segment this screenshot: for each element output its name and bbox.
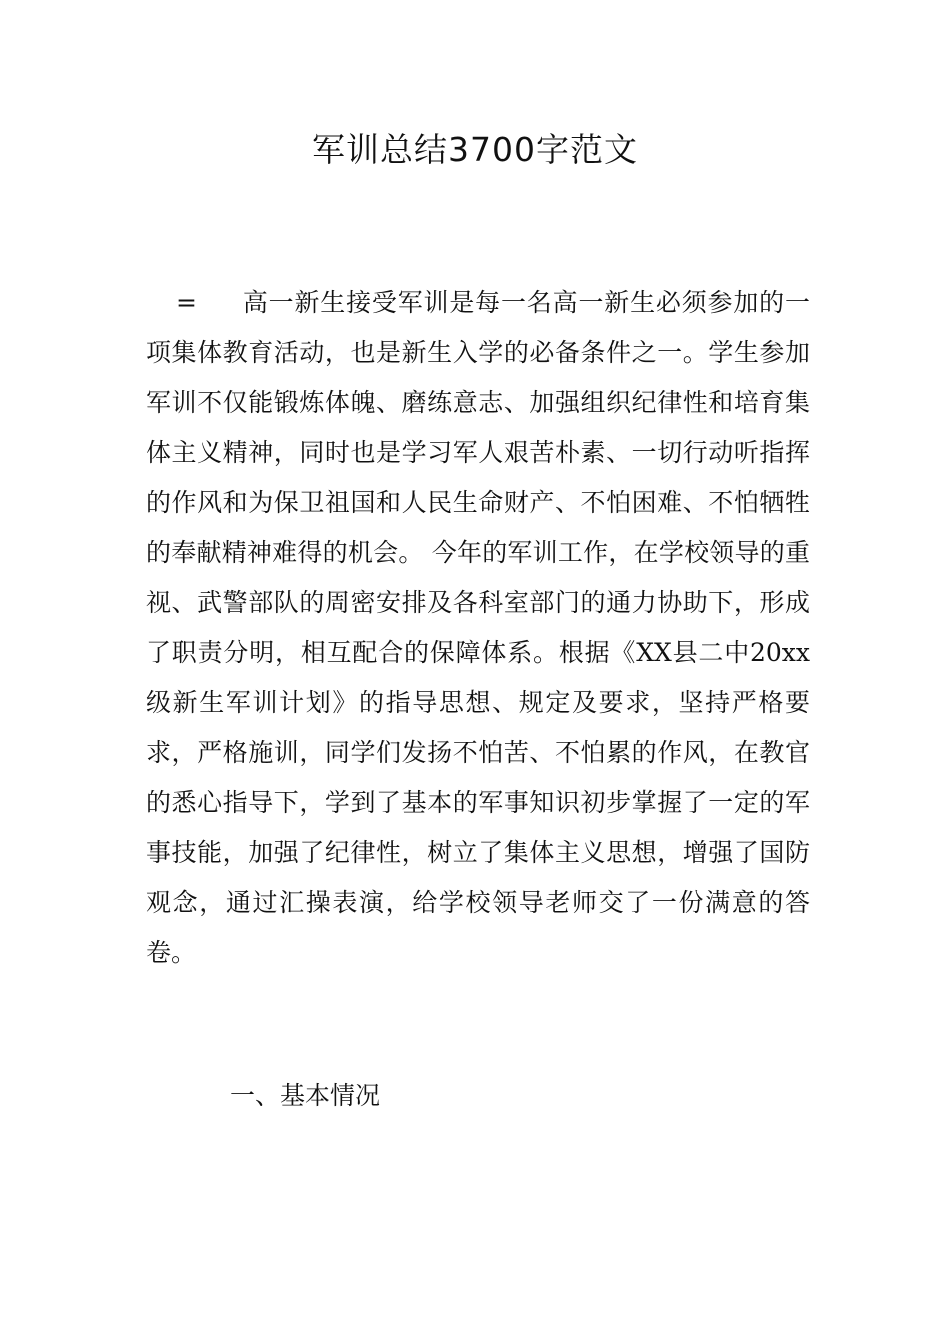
section-heading: 一、基本情况 — [230, 1081, 381, 1110]
paragraph-marker: = — [176, 288, 197, 317]
paragraph-text: 高一新生接受军训是每一名高一新生必须参加的一项集体教育活动，也是新生入学的必备条件之一。学生参加军训不仅能锻炼体魄、磨练意志、加强组织纪律性和培育集体主义精神，同时也是学习军人艰苦朴素、一切行动听指挥的作风和为保卫祖国和人民生命财产、不怕困难、不怕牺牲的奉献精神难得的机会。 今年的军训工作，在学校领导的重视、武警部队的周密安排及各科室部门的通力协助下，形成了职责分明，相互配合的保障体系。根据《XX县二中20xx 级新生军训计划》的指导思想、规定及要求，坚持严格要求，严格施训，同学们发扬不怕苦、不怕累的作风，在教官的悉心指导下，学到了基本的军事知识初步掌握了一定的军事技能，加强了纪律性，树立了集体主义思想，增强了国防观念，通过汇操表演，给学校领导老师交了一份满意的答卷。 — [146, 288, 810, 967]
intro-paragraph — [146, 278, 810, 978]
document-title: 军训总结3700字范文 — [312, 130, 638, 169]
